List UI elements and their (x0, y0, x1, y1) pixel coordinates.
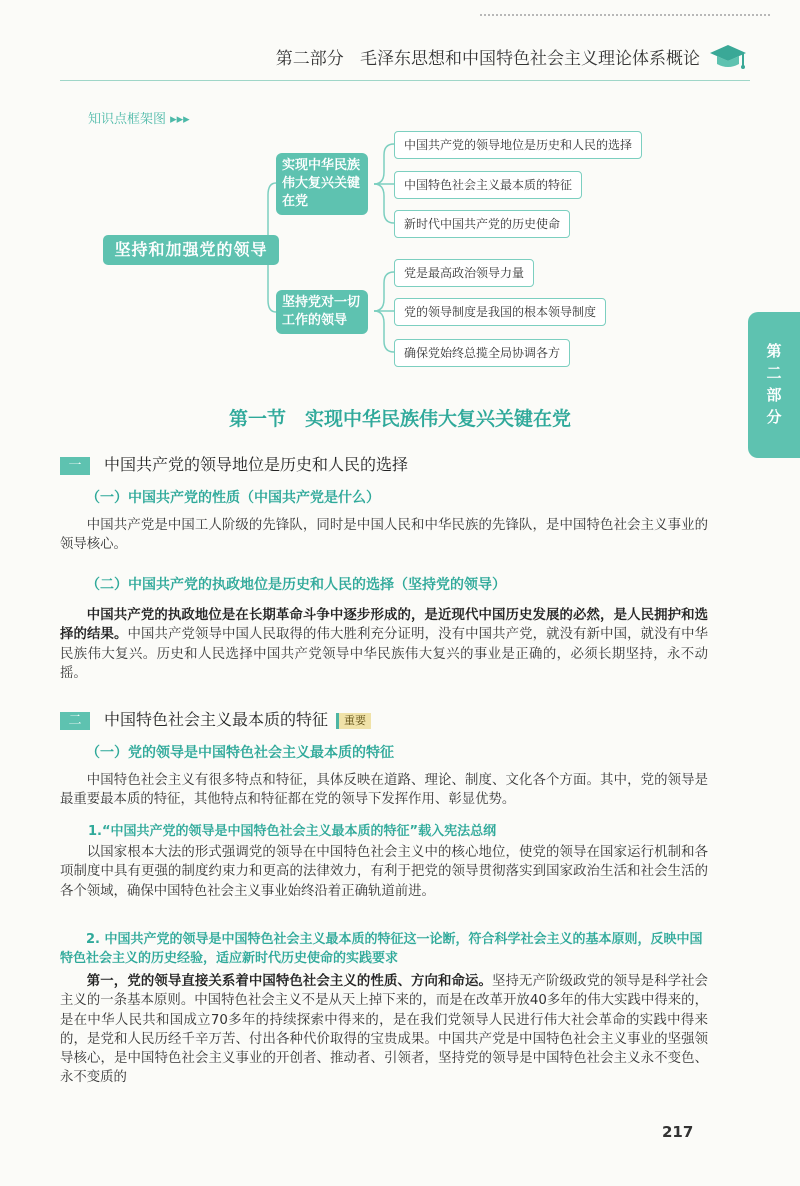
side-tab (748, 312, 800, 458)
mindmap-branch-1: 实现中华民族伟大复兴关键在党 (276, 153, 368, 215)
important-tag: 重要 (336, 713, 371, 729)
heading-section-1 (60, 452, 408, 475)
heading-section-2 (60, 707, 371, 730)
heading-number: 二 (60, 712, 90, 730)
paragraph: 以国家根本大法的形式强调党的领导在中国特色社会主义中的核心地位，使党的领导在国家运行机制和各项制度中具有更强的制度约束力和更高的法律效力，有利于把党的领导贯彻落实到国家政治生活和社会生活的各个领域，确保中国特色社会主义事业始终沿着正确轨道前进。 (60, 845, 708, 899)
subheading: （一）党的领导是中国特色社会主义最本质的特征 (86, 745, 394, 761)
header-part: 第二部分 (275, 49, 344, 69)
paragraph-emphasis: 第一，党的领导直接关系着中国特色社会主义的性质、方向和命运。 (86, 974, 493, 989)
section-title: 第一节 实现中华民族伟大复兴关键在党 (228, 408, 571, 430)
mindmap-branch-2: 坚持党对一切工作的领导 (276, 290, 368, 334)
mindmap-leaf: 中国共产党的领导地位是历史和人民的选择 (394, 131, 642, 159)
mindmap-leaf: 党的领导制度是我国的根本领导制度 (394, 298, 606, 326)
point-heading: 2. 中国共产党的领导是中国特色社会主义最本质的特征这一论断，符合科学社会主义的基本原则，反映中国特色社会主义的历史经验，适应新时代历史使命的实践要求 (60, 932, 703, 966)
paragraph (60, 606, 708, 683)
paragraph (60, 972, 708, 1088)
paragraph-emphasis: 中国共产党的执政地位是在长期革命斗争中逐步形成的，是近现代中国历史发展的必然，是人民拥护和选择的结果。 (60, 608, 708, 643)
mindmap-root: 坚持和加强党的领导 (103, 235, 279, 265)
subheading: （一）中国共产党的性质（中国共产党是什么） (86, 490, 380, 506)
heading-text: 中国特色社会主义最本质的特征 (104, 710, 329, 729)
framework-label: 知识点框架图 ▸▸▸ (88, 112, 190, 127)
side-tab-label: 第二部分 (766, 342, 782, 426)
heading-number: 一 (60, 457, 90, 475)
mindmap-leaf: 确保党始终总揽全局协调各方 (394, 339, 570, 367)
subheading: （二）中国共产党的执政地位是历史和人民的选择（坚持党的领导） (86, 577, 506, 593)
mindmap-leaf: 党是最高政治领导力量 (394, 259, 534, 287)
paragraph-text: 坚持无产阶级政党的领导是科学社会主义的一条基本原则。中国特色社会主义不是从天上掉下来的，而是在改革开放40多年的伟大实践中得来的，是在中华人民共和国成立70多年的持续探索中得来的，是在我们党领导人民进行伟大社会革命的实践中得来的，是党和人民历经千辛万苦、付出各种代价取得的宝贵成果。中国共产党是中国特色社会主义事业的坚强领导核心，是中国特色社会主义事业的开创者、推动者、引领者，坚持党的领导是中国特色社会主义永不变色、永不变质的 (60, 974, 709, 1086)
page-number: 217 (662, 1123, 694, 1141)
paragraph-text: 中国共产党领导中国人民取得的伟大胜利充分证明，没有中国共产党，就没有新中国，就没有中华民族伟大复兴。历史和人民选择中国共产党领导中华民族伟大复兴的事业是正确的，必须长期坚持，永不动摇。 (60, 627, 709, 681)
header-title: 毛泽东思想和中国特色社会主义理论体系概论 (360, 49, 700, 69)
mindmap-leaf: 中国特色社会主义最本质的特征 (394, 171, 582, 199)
paragraph: 中国共产党是中国工人阶级的先锋队，同时是中国人民和中华民族的先锋队，是中国特色社会主义事业的领导核心。 (60, 518, 708, 553)
point-heading: 1.“中国共产党的领导是中国特色社会主义最本质的特征”载入宪法总纲 (88, 824, 497, 839)
heading-text: 中国共产党的领导地位是历史和人民的选择 (104, 455, 409, 474)
mindmap-leaf: 新时代中国共产党的历史使命 (394, 210, 570, 238)
paragraph: 中国特色社会主义有很多特点和特征，具体反映在道路、理论、制度、文化各个方面。其中，党的领导是最重要最本质的特征，其他特点和特征都在党的领导下发挥作用、彰显优势。 (60, 773, 708, 808)
